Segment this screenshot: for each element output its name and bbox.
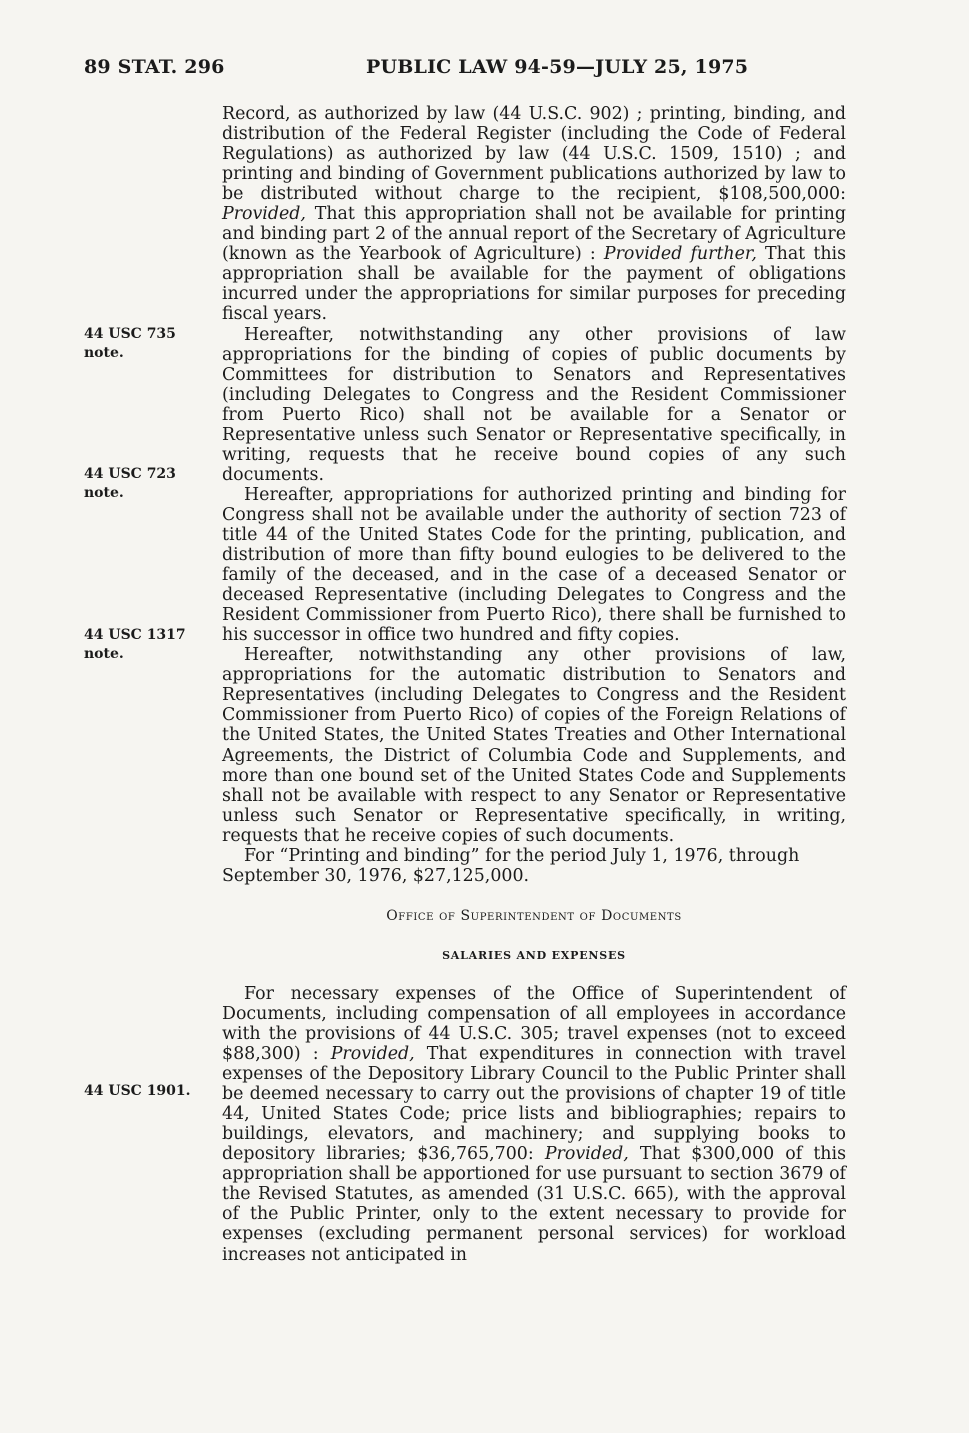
paragraph-text: That expenditures in connection with travel expenses of the Depository Library Council to the Public Printer shall be deemed necessary to carry out the provisions of chapter 19 of title 44, United States Code; price lists and bibliographies; repairs to buildings, elevators, and machinery; and supplying books to depository libraries; $36,765,700: (222, 1044, 846, 1165)
paragraph-automatic-distribution: Hereafter, notwithstanding any other provisions of law, appropriations for the automatic distribution to Senators and Representatives (including Delegates to Congress and the Resident Commissioner from Puerto Rico) of copies of the Foreign Relations of the United States, the United States Treaties and Other International Agreements, the District of Columbia Code and Supplements, and more than one bound set of the United States Code and Supplements shall not be available with respect to any Senator or Representative unless such Senator or Representative specifically, in writing, requests that he receive copies of such documents. (222, 645, 846, 846)
statute-text (222, 104, 846, 1265)
paragraph-superintendent-expenses (222, 984, 846, 1265)
proviso-term: Provided, (544, 1144, 629, 1165)
margin-note-1317: 44 USC 1317 note. (84, 627, 186, 662)
paragraph-eulogies: Hereafter, appropriations for authorized printing and binding for Congress shall not be available under the authority of section 723 of title 44 of the United States Code for the printing, publication, and distribution of more than fifty bound eulogies to be delivered to the family of the deceased, and in the case of a deceased Senator or deceased Representative (including Delegates to Congress and the Resident Commissioner from Puerto Rico), there shall be furnished to his successor in office two hundred and fifty copies. (222, 484, 846, 646)
proviso-term: Provided, (222, 204, 306, 225)
margin-note-735: 44 USC 735 note. (84, 326, 176, 361)
running-head-title: PUBLIC LAW 94-59—JULY 25, 1975 (366, 56, 749, 78)
section-subheading-salaries: SALARIES AND EXPENSES (442, 948, 626, 962)
paragraph-text: That this appropriation shall be available for the payment of obligations incurred under the appropriations for similar purposes for preceding fiscal years. (222, 244, 847, 325)
paragraph-text: That $300,000 of this appropriation shall be apportioned for use pursuant to section 3679 of the Revised Statutes, as amended (31 U.S.C. 665), with the approval of the Public Printer, only to the extent necessary to provide for expenses (excluding permanent personal services) for workload increases not anticipated in (222, 1144, 846, 1265)
paragraph-printing-continued (222, 104, 846, 325)
paragraph-text: That this appropriation shall not be available for printing and binding part 2 of the annual report of the Secretary of Agriculture (known as the Yearbook of Agriculture) : (222, 204, 846, 265)
proviso-term: Provided further, (603, 244, 757, 265)
margin-note-723: 44 USC 723 note. (84, 466, 176, 501)
statute-page-number: 89 STAT. 296 (84, 56, 225, 78)
paragraph-binding-copies: Hereafter, notwithstanding any other provisions of law appropriations for the binding of copies of public documents by Committees for distribution to Senators and Representatives (including Delegates to Congress and the Resident Commissioner from Puerto Rico) shall not be available for a Senator or Representative unless such Senator or Representative specifically, in writing, requests that he receive bound copies of any such documents. (222, 324, 846, 485)
proviso-term: Provided, (330, 1044, 415, 1065)
paragraph-text: Record, as authorized by law (44 U.S.C. 902) ; printing, binding, and distribution of the Federal Register (including the Code of Federal Regulations) as authorized by law (44 U.S.C. 1509, 1510) ; and printing and binding of Government publications authorized by law to be distributed without charge to the recipient, $108,500,000: (222, 104, 846, 205)
margin-note-1901: 44 USC 1901. (84, 1083, 191, 1099)
paragraph-transition-period: For “Printing and binding” for the period July 1, 1976, through September 30, 1976, $27,125,000. (222, 845, 800, 886)
paragraph-text: For necessary expenses of the Office of Superintendent of Documents, including compensation of all employees in accordance with the provisions of 44 U.S.C. 305; travel expenses (not to exceed $88,300) : (222, 983, 846, 1065)
section-heading-office: Office of Superintendent of Documents (386, 907, 682, 924)
